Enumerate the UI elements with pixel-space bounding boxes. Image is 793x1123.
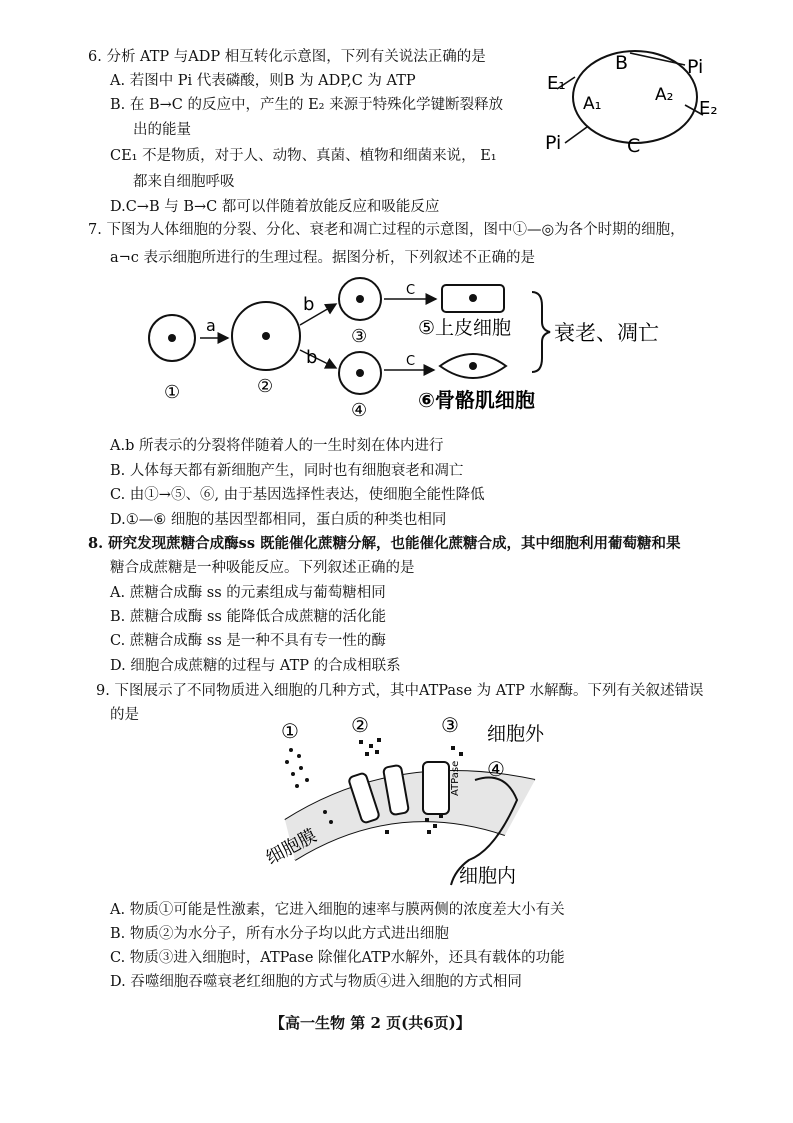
label-skeletal-muscle: ⑥骨骼肌细胞 (418, 388, 535, 412)
pi-bottom-label: Pi (545, 132, 562, 154)
cell-differentiation-diagram (140, 270, 680, 421)
q9-stem-1: 9. 下图展示了不同物质进入细胞的几种方式，其中ATPase 为 ATP 水解酶。下列有关叙述错误 (96, 683, 704, 699)
nucleus-4 (356, 369, 364, 377)
q9-option-d: D. 吞噬细胞吞噬衰老红细胞的方式与物质④进入细胞的方式相同 (110, 974, 522, 990)
q6-option-c: CE₁ 不是物质，对于人、动物、真菌、植物和细菌来说， E₁ (110, 148, 497, 164)
q7-stem-2: a¬c 表示细胞所进行的生理过程。据图分析，下列叙述不正确的是 (110, 250, 536, 266)
label-epithelial: ⑤上皮细胞 (418, 317, 512, 339)
q7-option-c: C. 由①→⑤、⑥, 由于基因选择性表达，使细胞全能性降低 (110, 487, 485, 503)
q7-option-b: B. 人体每天都有新细胞产生，同时也有细胞衰老和凋亡 (110, 463, 464, 479)
brace (532, 292, 550, 372)
num-2: ② (351, 713, 369, 737)
pi-top-label: Pi (687, 56, 704, 78)
e2-label: E₂ (699, 98, 718, 119)
q6-stem: 6. 分析 ATP 与ADP 相互转化示意图，下列有关说法正确的是 (88, 49, 486, 65)
nucleus-5 (469, 294, 477, 302)
node-b: B (615, 52, 629, 74)
q9-option-b: B. 物质②为水分子，所有水分子均以此方式进出细胞 (110, 926, 449, 942)
num-3: ③ (441, 713, 459, 737)
q9-option-a: A. 物质①可能是性激素，它进入细胞的速率与膜两侧的浓度差大小有关 (110, 902, 565, 918)
atp-adp-cycle-diagram (535, 45, 735, 170)
q6-option-b-cont: 出的能量 (133, 122, 191, 138)
membrane-transport-diagram (255, 710, 575, 885)
label-a: a (206, 316, 216, 335)
q6-option-d: D.C→B 与 B→C 都可以伴随着放能反应和吸能反应 (110, 199, 440, 215)
label-atpase: ATPase (450, 760, 461, 796)
label-c-top: C (406, 283, 416, 298)
label-b-bottom: b (306, 347, 318, 368)
num-4: ④ (351, 400, 368, 421)
pi-bottom-arrow (565, 127, 587, 143)
nucleus-1 (168, 334, 176, 342)
nucleus-6 (469, 362, 477, 370)
membrane-band (285, 771, 535, 860)
num-1: ① (164, 382, 181, 403)
q8-option-a: A. 蔗糖合成酶 ss 的元素组成与葡萄糖相同 (110, 585, 386, 601)
q8-stem-1: 8. 研究发现蔗糖合成酶ss 既能催化蔗糖分解，也能催化蔗糖合成，其中细胞利用葡萄糖和果 (88, 535, 681, 552)
q8-option-d: D. 细胞合成蔗糖的过程与 ATP 的合成相联系 (110, 658, 401, 674)
num-3: ③ (351, 326, 368, 347)
nucleus-2 (262, 332, 270, 340)
atpase-carrier (423, 762, 449, 814)
q6-option-b: B. 在 B→C 的反应中，产生的 E₂ 来源于特殊化学键断裂释放 (110, 97, 504, 113)
a1-label: A₁ (583, 94, 602, 114)
nucleus-3 (356, 295, 364, 303)
q8-option-b: B. 蔗糖合成酶 ss 能降低合成蔗糖的活化能 (110, 609, 386, 625)
node-c: C (627, 135, 641, 157)
q8-option-c: C. 蔗糖合成酶 ss 是一种不具有专一性的酶 (110, 633, 386, 649)
label-outside: 细胞外 (487, 723, 545, 745)
q9-option-c: C. 物质③进入细胞时，ATPase 除催化ATP水解外，还具有载体的功能 (110, 950, 565, 966)
q6-option-c-cont: 都来自细胞呼吸 (133, 174, 235, 190)
label-aging-apoptosis: 衰老、凋亡 (554, 321, 659, 345)
page-footer: 【高一生物 第 2 页(共6页)】 (270, 1014, 471, 1032)
label-c-bottom: C (406, 354, 416, 369)
num-2: ② (257, 376, 274, 397)
q7-option-a: A.b 所表示的分裂将伴随着人的一生时刻在体内进行 (110, 438, 444, 454)
q6-option-a: A. 若图中 Pi 代表磷酸，则B 为 ADP,C 为 ATP (110, 73, 416, 89)
label-inside: 细胞内 (459, 865, 517, 887)
num-4: ④ (487, 757, 505, 781)
q9-stem-2: 的是 (110, 707, 139, 723)
q7-option-d: D.①—⑥ 细胞的基因型都相同，蛋白质的种类也相同 (110, 512, 447, 528)
q7-stem-1: 7. 下图为人体细胞的分裂、分化、衰老和凋亡过程的示意图，图中①—◎为各个时期的细胞， (88, 222, 685, 238)
label-membrane: 细胞膜 (262, 825, 321, 870)
num-1: ① (281, 719, 299, 743)
q8-stem-2: 糖合成蔗糖是一种吸能反应。下列叙述正确的是 (110, 560, 415, 576)
label-b-top: b (303, 294, 315, 315)
a2-label: A₂ (655, 85, 674, 105)
e1-label: E₁ (547, 73, 566, 94)
